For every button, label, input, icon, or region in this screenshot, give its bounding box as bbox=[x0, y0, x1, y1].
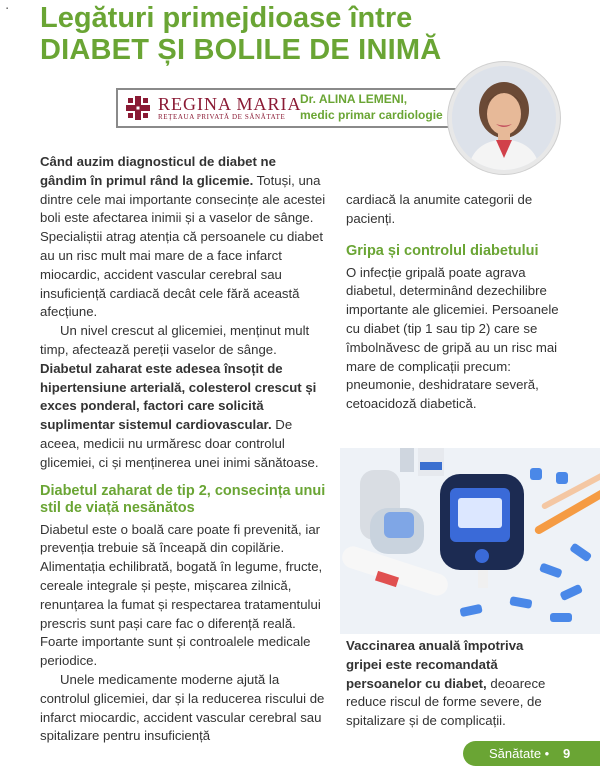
divider-top bbox=[116, 88, 485, 90]
divider-bottom bbox=[116, 126, 485, 128]
author-name: Dr. ALINA LEMENI, bbox=[300, 92, 408, 106]
caption-bold: Vaccinarea anuală împotriva gripei este recomandată persoanelor cu diabet, bbox=[346, 638, 524, 691]
author-role: medic primar cardiologie bbox=[300, 108, 443, 122]
caption-rest: deoarece reduce riscul de forme severe, de spitalizare și de complicații. bbox=[346, 675, 546, 729]
regina-maria-cross-logo-icon bbox=[124, 94, 152, 122]
article-column-right bbox=[346, 191, 561, 414]
regina-maria-logo bbox=[124, 92, 302, 124]
author-info bbox=[300, 91, 443, 123]
subheading-type2-diabetes: Diabetul zaharat de tip 2, consecința unui stil de viață nesănătos bbox=[40, 482, 326, 516]
intro-bold: Când auzim diagnosticul de diabet ne gândim în primul rând la glicemie. bbox=[40, 154, 276, 188]
divider-left bbox=[116, 88, 118, 128]
author-bar bbox=[40, 88, 485, 128]
paragraph-4-continued: cardiacă la anumite categorii de pacienți. bbox=[346, 192, 533, 226]
page-number: 9 bbox=[563, 746, 571, 761]
p2-start: Un nivel crescut al glicemiei, menținut mult timp, afectează pereții vaselor de sânge. bbox=[40, 323, 310, 357]
paragraph-2 bbox=[40, 322, 326, 472]
paragraph-4: Unele medicamente moderne ajută la controlul glicemiei, dar și la reducerea riscului de infarct miocardic, accident vascular cerebral sau spitalizare pentru insuficiență bbox=[40, 671, 325, 744]
article-column-left bbox=[40, 153, 326, 746]
glucose-meter-photo bbox=[340, 448, 600, 634]
intro-rest: Totuși, una dintre cele mai importante consecințe ale acestei boli este afectarea inimii și a vaselor de sânge. Specialiștii atrag atenția că persoanele cu diabet au un risc mult mai mare de a face infarct miocardic, accident vascular cerebral sau insuficiență cardiacă decât cele fără această afecțiune. bbox=[40, 172, 326, 320]
paragraph-5: O infecție gripală poate agrava diabetul, determinând dezechilibre importante ale glicemiei. Persoanele cu diabet (tip 1 sau tip 2) care se îmbolnăvesc de gripă au un risc mai mare de complicații precum: pneumonie, deshidratare severă, cetoacidoză diabetică. bbox=[346, 264, 559, 412]
p2-bold: Diabetul zaharat este adesea însoțit de hipertensiune arterială, colesterol crescut și exces ponderal, factori care solicită suplimentar sistemul cardiovascular. bbox=[40, 360, 317, 433]
corner-mark: ▪ bbox=[6, 6, 9, 12]
intro-paragraph bbox=[40, 153, 326, 322]
p2-rest: De aceea, medicii nu urmăresc doar controlul glicemiei, ci și menținerea unei inimi sănătoase. bbox=[40, 417, 319, 470]
photo-caption bbox=[346, 637, 554, 731]
author-portrait bbox=[448, 62, 560, 174]
paragraph-3: Diabetul este o boală care poate fi prevenită, iar prevenția trebuie să înceapă din copilărie. Alimentația echilibrată, bogată în legume, fructe, cereale integrale și pește, mișcarea zilnică, renunțarea la fumat și respectarea tratamentului prescris sunt pași care fac o diferență reală. Foarte importante sunt și controalele medicale periodice. bbox=[40, 521, 323, 669]
title-line-2: DIABET ȘI BOLILE DE INIMĂ bbox=[40, 34, 442, 67]
footer-section-label: Sănătate • bbox=[489, 746, 550, 761]
subheading-flu: Gripa și controlul diabetului bbox=[346, 242, 539, 259]
article-title bbox=[40, 2, 441, 67]
logo-name: REGINA MARIA bbox=[158, 93, 302, 114]
logo-tagline: REȚEAUA PRIVATĂ DE SĂNĂTATE bbox=[158, 112, 286, 121]
page-footer-tab bbox=[463, 741, 600, 766]
title-line-1: Legături primejdioase între bbox=[40, 2, 413, 34]
